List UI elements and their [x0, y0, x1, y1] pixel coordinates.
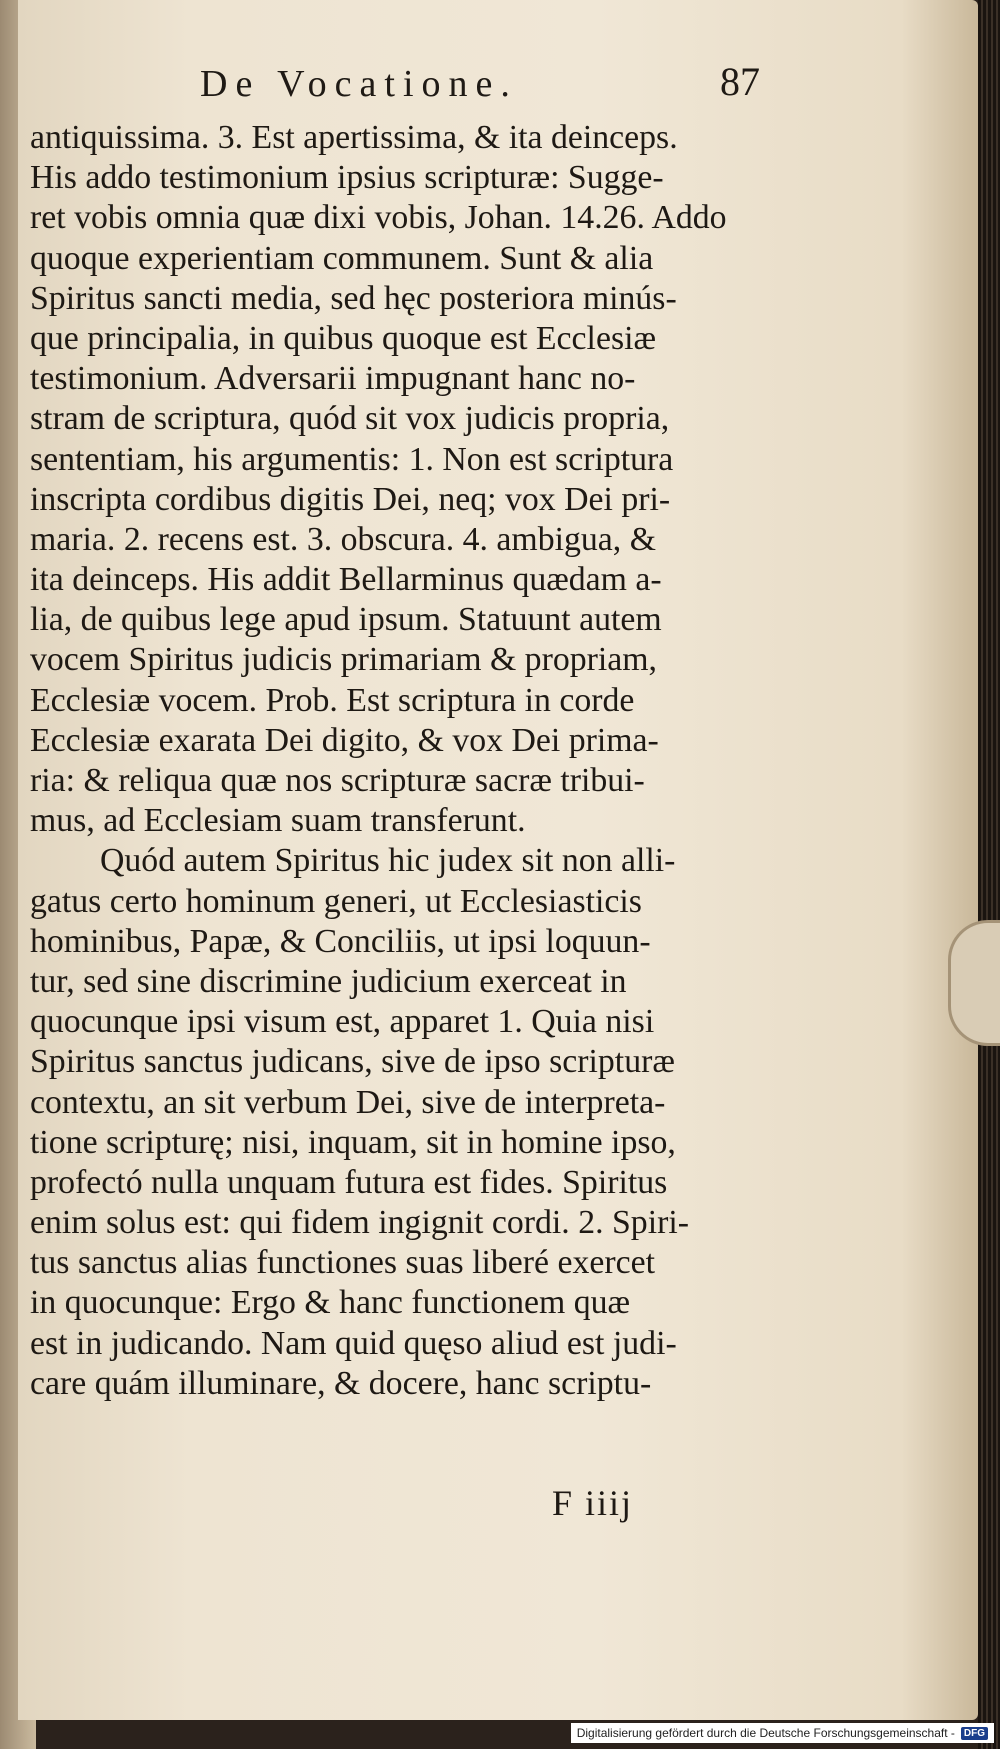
text-line: quoque experientiam communem. Sunt & alia — [30, 239, 654, 277]
text-line: hominibus, Papæ, & Conciliis, ut ipsi loquun- — [30, 922, 651, 960]
text-line: Spiritus sanctus judicans, sive de ipso scripturæ — [30, 1043, 675, 1081]
text-line: contextu, an sit verbum Dei, sive de interpreta- — [30, 1083, 666, 1121]
text-line: antiquissima. 3. Est apertissima, & ita deinceps. — [30, 119, 678, 156]
text-line: quocunque ipsi visum est, apparet 1. Quia nisi — [30, 1003, 655, 1041]
signature-mark: F iiij — [552, 1483, 634, 1523]
text-line: testimonium. Adversarii impugnant hanc no- — [30, 360, 636, 398]
digitization-footer — [571, 1723, 994, 1743]
text-line: gatus certo hominum generi, ut Ecclesiasticis — [30, 882, 642, 920]
text-line: mus, ad Ecclesiam suam transferunt. — [30, 802, 526, 840]
text-line: profectó nulla unquam futura est fides. Spiritus — [30, 1163, 668, 1201]
page-number: 87 — [720, 59, 760, 104]
text-line: Ecclesiæ exarata Dei digito, & vox Dei prima- — [30, 721, 659, 759]
text-line: tus sanctus alias functiones suas liberé exercet — [30, 1244, 656, 1282]
text-line: ita deinceps. His addit Bellarminus quædam a- — [30, 561, 662, 599]
text-line: sententiam, his argumentis: 1. Non est scriptura — [30, 440, 674, 478]
text-line: tur, sed sine discrimine judicium exerceat in — [30, 962, 627, 1000]
text-line: inscripta cordibus digitis Dei, neq; vox Dei pri- — [30, 480, 671, 518]
text-line: stram de scriptura, quód sit vox judicis propria, — [30, 400, 670, 438]
text-line: ria: & reliqua quæ nos scripturæ sacræ tribui- — [30, 762, 645, 799]
page-edges — [978, 0, 1000, 1749]
text-line: care quám illuminare, & docere, hanc scriptu- — [30, 1364, 652, 1402]
text-line: His addo testimonium ipsius scripturæ: Sugge- — [30, 159, 664, 197]
text-line: vocem Spiritus judicis primariam & propriam, — [30, 641, 658, 679]
text-line: ret vobis omnia quæ dixi vobis, Johan. 14.26. Addo — [30, 199, 727, 237]
text-line: lia, de quibus lege apud ipsum. Statuunt autem — [30, 601, 662, 639]
text-line: que principalia, in quibus quoque est Ecclesiæ — [30, 319, 657, 357]
clasp-tab — [948, 920, 1000, 1046]
running-head: De Vocatione. — [200, 63, 518, 105]
footer-text: Digitalisierung gefördert durch die Deutsche Forschungsgemeinschaft - — [576, 1726, 955, 1740]
text-line: Ecclesiæ vocem. Prob. Est scriptura in corde — [30, 681, 635, 719]
text-line: enim solus est: qui fidem ingignit cordi. 2. Spiri- — [30, 1204, 689, 1242]
text-line: in quocunque: Ergo & hanc functionem quæ — [30, 1284, 631, 1322]
text-line: maria. 2. recens est. 3. obscura. 4. ambigua, & — [30, 520, 656, 558]
page-header — [200, 59, 760, 108]
dfg-logo-icon: DFG — [961, 1727, 988, 1740]
text-line: Quód autem Spiritus hic judex sit non alli- — [100, 842, 676, 880]
text-line: est in judicando. Nam quid quęso aliud est judi- — [30, 1324, 677, 1362]
text-line: tione scripturę; nisi, inquam, sit in homine ipso, — [30, 1123, 676, 1161]
body-text — [30, 118, 800, 1404]
text-line: Spiritus sancti media, sed hęc posteriora minús- — [30, 279, 677, 317]
